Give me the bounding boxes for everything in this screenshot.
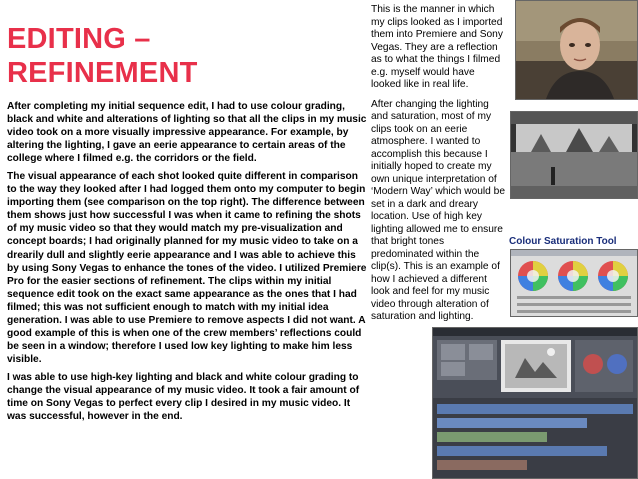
middle-text-column xyxy=(371,4,507,331)
paragraph: The visual appearance of each shot looked quite different in comparison to the way they looked after I had logged them onto my computer to begin importing them (see comparison on the top right). The difference between them shows just how successful I was when it came to refining the shots of my music video so that they would match my pre-visualization and concept boards; I had originally planned for my music video to take on a drearily dull and slightly eerie appearance and I was able to achieve this by using Sony Vegas to enhance the tones of the video. I utilized Premiere Pro for the easier sections of refinement. The clips within my initial sequence edit took on the exact same appearance as the ones that I had filmed; this was not sufficient enough to match with my initial idea generation. I was able to use Premiere to remove aspects I did not want. A good example of this is when one of the crew members’ reflections could be seen in a window; therefore I used low key lighting to make him less visible. xyxy=(7,170,367,366)
colour-saturation-tool-image xyxy=(510,249,638,317)
editing-software-image xyxy=(432,327,638,479)
title-line-2: REFINEMENT xyxy=(7,57,198,89)
title-line-1: EDITING – xyxy=(7,23,151,55)
left-text-column xyxy=(7,100,367,428)
paragraph: This is the manner in which my clips looked as I imported them into Premiere and Sony Vegas. They are a reflection as to what the things I filmed e.g. myself would have looked like in real life. xyxy=(371,4,503,90)
paragraph: I was able to use high-key lighting and black and white colour grading to change the visual appearance of my music video. It took a fair amount of time on Sony Vegas to perfect every clip I desired in my music video. It was successful, however in the end. xyxy=(7,371,360,423)
paragraph: After changing the lighting and saturation, most of my clips took on an eerie atmosphere. I wanted to accomplish this because I initially hoped to create my own unique interpretation of ‘Modern Way’ which would be set in a dark and dreary location. Use of high key lighting allowed me to ensure that bright tones predominated within the clip(s). This is an example of how I achieved a different look and feel for my music video through alteration of saturation and lighting. xyxy=(371,98,506,322)
colour-saturation-tool-label: Colour Saturation Tool xyxy=(509,236,617,247)
paragraph: After completing my initial sequence edit, I had to use colour grading, black and white and alterations of lighting so that all the clips in my music video took on a more visually impressive appearance. For example, by altering the lighting, I gave an eerie appearance to certain areas of the college where I filmed e.g. the corridors or the field. xyxy=(7,101,367,165)
before-clip-image xyxy=(515,0,638,100)
slide-title xyxy=(7,22,347,90)
after-clip-image xyxy=(510,111,638,199)
